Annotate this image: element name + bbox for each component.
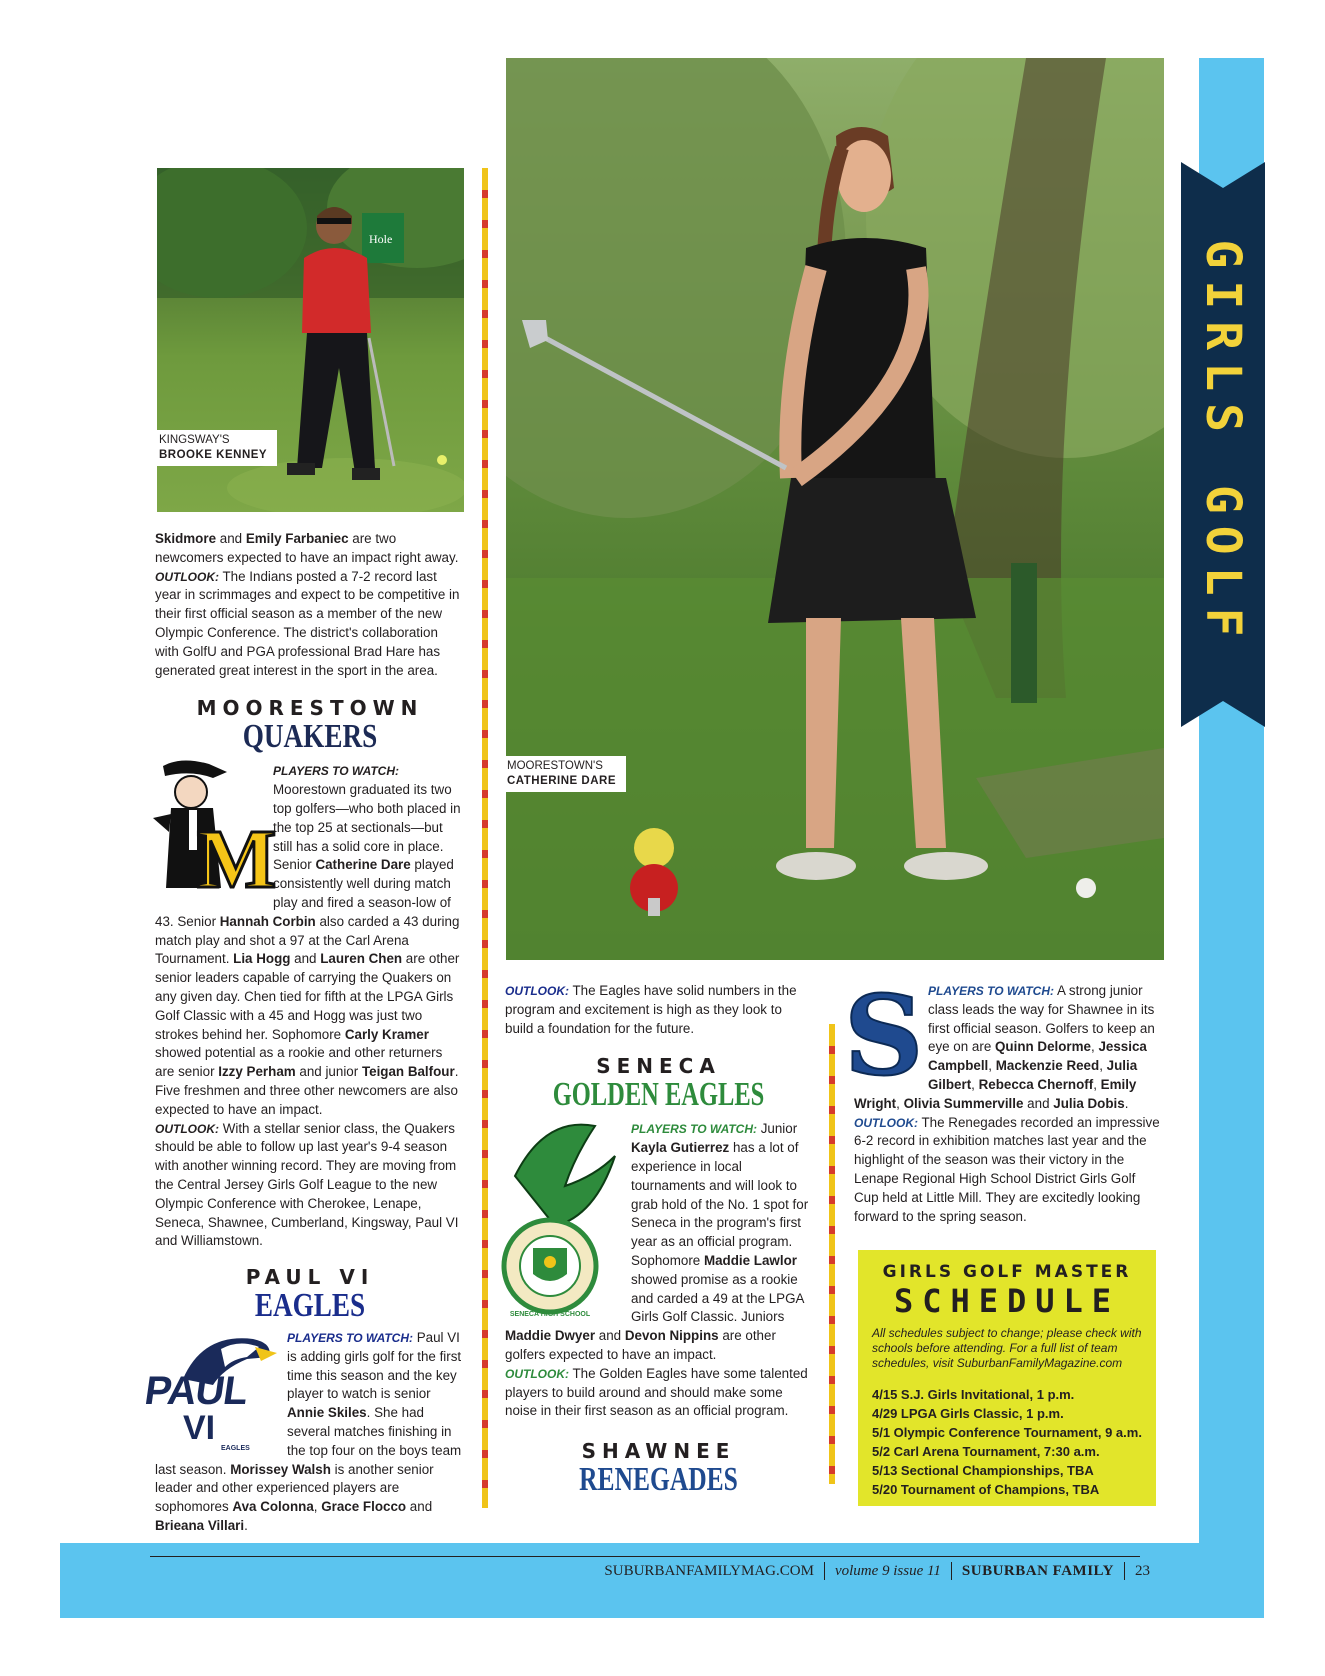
shawnee-header	[505, 1439, 812, 1497]
footer-divider	[951, 1562, 952, 1580]
outlook-label: OUTLOOK:	[854, 1115, 918, 1130]
footer-site: SUBURBANFAMILYMAG.COM	[604, 1562, 814, 1579]
text: ,	[971, 1076, 979, 1092]
text: A strong junior class leads the way for Shawnee in its first official season. Golfers to keep an eye on are	[928, 983, 1155, 1055]
player-name: Emily Farbaniec	[245, 531, 349, 546]
schedule-item: 5/2 Carl Arena Tournament, 7:30 a.m.	[872, 1444, 1100, 1459]
player-name: Morissey Walsh	[230, 1461, 331, 1477]
outlook-label: OUTLOOK:	[155, 1121, 219, 1136]
text: and	[595, 1328, 625, 1344]
photo-catherine-dare	[506, 58, 1164, 960]
text: .	[244, 1518, 248, 1534]
text: ,	[896, 1095, 904, 1111]
footer-mag: SUBURBAN FAMILY	[961, 1562, 1114, 1579]
text: Moorestown graduated its two top golfers—who both placed in the top 25 at sectionals—but still has a solid core in place. Senior	[273, 782, 461, 873]
text: ,	[313, 1499, 322, 1515]
seneca-seal-text: SENECA HIGH SCHOOL	[509, 1311, 591, 1319]
text: ,	[1099, 1058, 1107, 1074]
caption-brooke-kenney	[153, 430, 277, 466]
player-name: Kayla Gutierrez	[631, 1140, 730, 1156]
paulvi-logo-text: PAUL	[141, 1369, 251, 1414]
schedule-item: 4/15 S.J. Girls Invitational, 1 p.m.	[872, 1387, 1075, 1402]
column-1	[141, 530, 465, 1536]
text: are other golfers expected to have an impact.	[505, 1328, 776, 1362]
footer-divider	[1124, 1562, 1125, 1580]
players-to-watch-label: PLAYERS TO WATCH:	[273, 764, 399, 779]
text: showed promise as a rookie and carded a 49 at the LPGA Girls Golf Classic. Juniors	[631, 1271, 804, 1325]
player-name: Teigan Balfour	[361, 1064, 455, 1080]
player-name: Grace Flocco	[321, 1499, 407, 1515]
players-to-watch-label: PLAYERS TO WATCH:	[631, 1122, 757, 1137]
outlook-label: OUTLOOK:	[155, 569, 219, 584]
text: showed potential as a rookie and other returners are senior	[155, 1045, 443, 1080]
seneca-logo	[475, 1116, 625, 1319]
caption-school: KINGSWAY'S	[159, 434, 230, 446]
text: Paul VI is adding girls golf for the first time this season and the key player to watch is senior	[287, 1330, 462, 1402]
moorestown-logo	[131, 758, 277, 908]
moorestown-header	[155, 696, 465, 754]
player-name: Quinn Delorme	[995, 1039, 1091, 1055]
column-2	[505, 982, 812, 1497]
text: and	[406, 1499, 433, 1515]
col1-outlook-paragraph	[155, 568, 465, 681]
paulvi-logo-numeral: VI	[183, 1409, 216, 1448]
moorestown-school: MOORESTOWN	[196, 696, 424, 721]
text: Junior	[757, 1121, 798, 1137]
text: played consistently well during match play and fired a season-low of 43. Senior	[155, 857, 454, 929]
text: and junior	[295, 1064, 362, 1080]
seneca-team: GOLDEN EAGLES	[552, 1076, 765, 1114]
text: and	[290, 951, 321, 967]
paulvi-team: EAGLES	[254, 1287, 366, 1325]
outlook-label: OUTLOOK:	[505, 1366, 569, 1381]
text: . She had several matches finishing in the top four on the boys team last season.	[155, 1405, 462, 1477]
player-name: Devon Nippins	[624, 1328, 719, 1344]
player-name: Mackenzie Reed	[995, 1058, 1100, 1074]
player-name: Rebecca Chernoff	[978, 1076, 1094, 1092]
shawnee-logo: S	[844, 971, 924, 1100]
schedule-title-main: SCHEDULE	[893, 1282, 1121, 1320]
paulvi-header	[155, 1265, 465, 1323]
caption-catherine-dare	[501, 756, 626, 792]
section-tab-label: GIRLS GOLF	[1195, 239, 1251, 649]
section-tab	[1181, 162, 1265, 727]
text: also carded a 43 during match play and shot a 97 at the Carl Arena Tournament.	[155, 913, 460, 967]
text: ,	[1093, 1076, 1101, 1092]
column-3	[844, 971, 1162, 1226]
paulvi-logo-small: EAGLES	[221, 1445, 250, 1453]
player-name: Skidmore	[155, 531, 217, 546]
player-name: Annie Skiles	[287, 1405, 367, 1421]
player-name: Izzy Perham	[218, 1064, 296, 1080]
column-divider-right	[829, 1024, 835, 1484]
moorestown-team: QUAKERS	[242, 718, 378, 756]
player-name: Carly Kramer	[344, 1026, 429, 1042]
player-name: Hannah Corbin	[219, 913, 316, 929]
player-name: Julia Gilbert	[928, 1058, 1138, 1092]
seneca-outlook-paragraph	[505, 1365, 812, 1421]
text: The Renegades recorded an impressive 6-2 record in exhibition matches last year and the highlight of the season was their victory in the Lenape Regional High School District Girls Golf Cup held at Little Mill. They are excitedly looking forward to the spring season.	[854, 1114, 1160, 1224]
shawnee-team: RENEGADES	[579, 1461, 738, 1499]
text: With a stellar senior class, the Quakers should be able to follow up last year's 9-4 season with another winning record. They are moving from the Central Jersey Girls Golf League to the new Olympic Conference with Cherokee, Lenape, Seneca, Shawnee, Cumberland, Kingsway, Paul VI and Williamstown.	[155, 1120, 459, 1249]
shawnee-school: SHAWNEE	[581, 1439, 736, 1464]
seneca-school: SENECA	[596, 1054, 721, 1079]
player-name: Julia Dobis	[1053, 1095, 1125, 1111]
caption-school: MOORESTOWN'S	[507, 760, 603, 772]
player-name: Maddie Dwyer	[505, 1328, 596, 1344]
schedule-list	[872, 1385, 1142, 1499]
player-name: Emily Wright	[854, 1076, 1137, 1111]
players-to-watch-label: PLAYERS TO WATCH:	[287, 1331, 413, 1346]
text: . Five freshmen and three other newcomers are also expected to have an impact.	[155, 1064, 459, 1117]
shawnee-outlook-paragraph	[854, 1114, 1162, 1227]
player-name: Catherine Dare	[315, 857, 411, 873]
moorestown-logo-letter: M	[197, 813, 277, 907]
players-to-watch-label: PLAYERS TO WATCH:	[928, 984, 1054, 998]
seneca-header	[505, 1054, 812, 1112]
footer	[560, 1556, 1150, 1586]
schedule-item: 5/20 Tournament of Champions, TBA	[872, 1482, 1100, 1497]
player-name: Ava Colonna	[232, 1499, 314, 1515]
text: ,	[988, 1058, 996, 1074]
col2-outlook-paragraph	[505, 982, 812, 1038]
text: The Indians posted a 7-2 record last year in scrimmages and expect to be competitive in their first official season as a member of the new Olympic Conference. The district's collaboration with GolfU and PGA professional Brad Hare has generated great interest in the sport in the area.	[155, 568, 460, 678]
schedule-box	[858, 1250, 1156, 1506]
footer-divider	[824, 1562, 825, 1580]
caption-player: CATHERINE DARE	[507, 775, 617, 787]
caption-player: BROOKE KENNEY	[159, 449, 268, 461]
text: The Eagles have solid numbers in the program and excitement is high as they look to build a foundation for the future.	[505, 983, 797, 1036]
moorestown-outlook-paragraph	[155, 1120, 465, 1252]
player-name: Olivia Summerville	[903, 1095, 1024, 1111]
footer-volume: volume 9 issue 11	[834, 1562, 941, 1579]
text: .	[1124, 1095, 1129, 1111]
text: are two newcomers expected to have an impact right away.	[155, 531, 459, 565]
schedule-item: 5/13 Sectional Championships, TBA	[872, 1463, 1094, 1478]
player-name: Brieana Villari	[155, 1518, 245, 1534]
col1-intro-paragraph	[155, 530, 465, 568]
text: The Golden Eagles have some talented players to build around and should make some noise in their first season as an official program.	[505, 1365, 808, 1419]
page-number: 23	[1135, 1562, 1150, 1579]
text: ,	[1090, 1039, 1099, 1055]
schedule-item: 4/29 LPGA Girls Classic, 1 p.m.	[872, 1406, 1064, 1421]
paulvi-school: PAUL VI	[245, 1265, 375, 1290]
text: has a lot of experience in local tournaments and will look to grab hold of the No. 1 spot for Seneca in the program's first year as an official program. Sophomore	[631, 1140, 809, 1268]
text: and	[1023, 1095, 1054, 1111]
outlook-label: OUTLOOK:	[505, 984, 569, 998]
player-name: Lia Hogg	[233, 951, 291, 967]
player-name: Jessica Campbell	[928, 1039, 1147, 1074]
schedule-title-top: GIRLS GOLF MASTER	[882, 1262, 1132, 1282]
schedule-item: 5/1 Olympic Conference Tournament, 9 a.m.	[872, 1425, 1142, 1440]
text: and	[216, 531, 246, 546]
svg-text:Hole: Hole	[369, 232, 393, 246]
player-name: Lauren Chen	[320, 951, 403, 967]
paulvi-logo	[143, 1329, 281, 1459]
text: is another senior leader and other experienced players are sophomores	[155, 1461, 434, 1515]
schedule-note: All schedules subject to change; please check with schools before attending. For a full list of team schedules, visit SuburbanFamilyMagazine.com	[872, 1326, 1142, 1370]
text: are other senior leaders capable of carrying the Quakers on any given day. Chen tied for fifth at the LPGA Girls Golf Classic with a 45 and Hogg was just two strokes behind her. Sophomore	[155, 951, 460, 1042]
player-name: Maddie Lawlor	[703, 1252, 797, 1268]
